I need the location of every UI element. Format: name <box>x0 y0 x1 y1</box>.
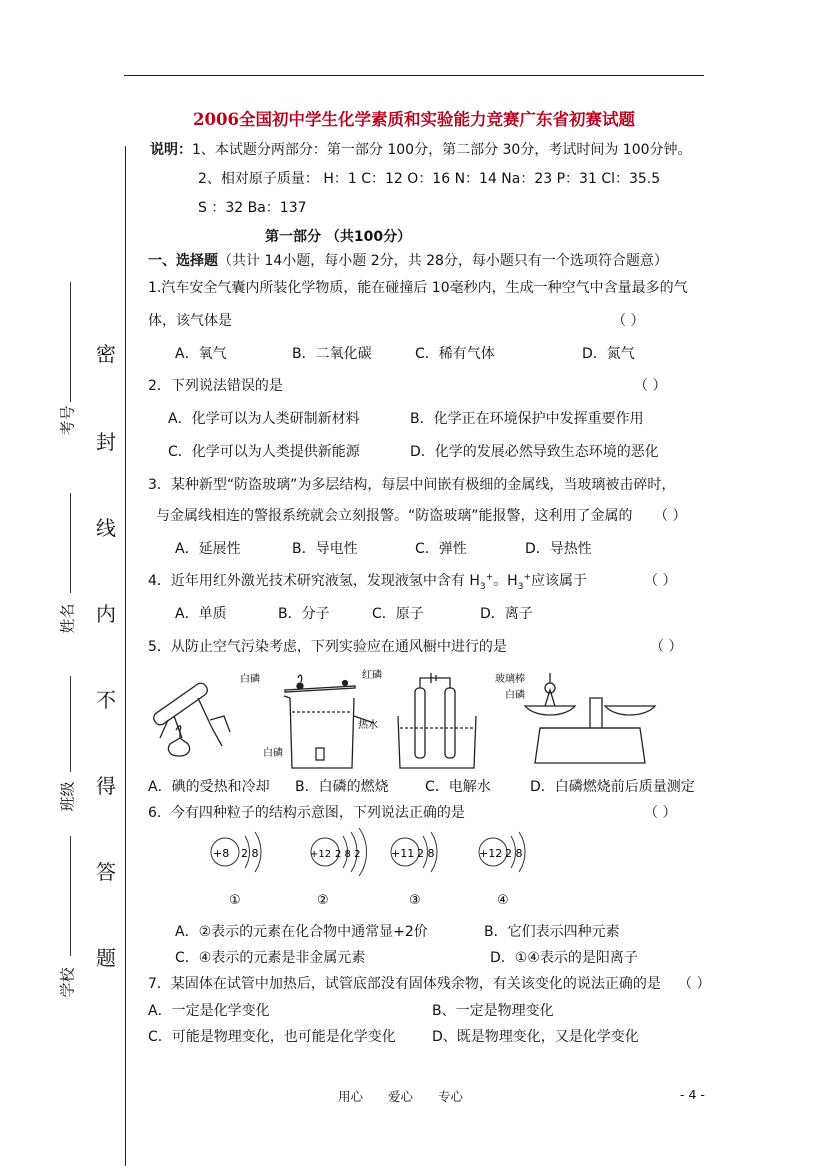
answer-paren[interactable]: （ ） <box>644 805 677 821</box>
option-d[interactable]: D．离子 <box>480 606 533 622</box>
q5-stem: 5．从防止空气污染考虑，下列实验应在通风橱中进行的是 <box>148 639 507 655</box>
option-d[interactable]: D．化学的发展必然导致生态环境的恶化 <box>410 444 659 460</box>
footer-motto-1: 用心 <box>338 1089 364 1104</box>
school-line[interactable] <box>70 836 71 956</box>
atom-3-shells: 2 8 <box>417 847 435 860</box>
notes-line1: 说明：1、本试题分两部分：第一部分 100分，第二部分 30分，考试时间为 100分钟。 <box>150 142 692 158</box>
red-phosphorus-label: 红磷 <box>362 670 382 681</box>
exam-number-label: 考号 <box>58 405 77 436</box>
option-a[interactable]: A．氧气 <box>175 346 227 362</box>
option-a[interactable]: A．单质 <box>175 606 227 622</box>
q7-stem: 7．某固体在试管中加热后，试管底部没有固体残余物，有关该变化的说法正确的是 <box>148 976 661 992</box>
atom-1-shells: 2 8 <box>241 847 259 860</box>
q1-stem-2: 体，该气体是 <box>148 313 232 329</box>
q5-apparatus-figure <box>140 668 720 773</box>
atom-4-shells: 2 8 <box>505 847 523 860</box>
top-rule <box>124 75 704 76</box>
atom-1-marker: ① <box>229 893 241 908</box>
option-c[interactable]: C．弹性 <box>415 541 467 557</box>
answer-paren[interactable]: （ ） <box>612 313 645 329</box>
option-c[interactable]: C．可能是物理变化，也可能是化学变化 <box>148 1029 396 1045</box>
school-label: 学校 <box>58 967 77 998</box>
exam-title: 2006全国初中学生化学素质和实验能力竞赛广东省初赛试题 <box>193 110 635 129</box>
option-c[interactable]: C．化学可以为人类提供新能源 <box>168 444 360 460</box>
seal-char: 得 <box>96 774 116 798</box>
option-d[interactable]: D．白磷燃烧前后质量测定 <box>530 779 695 795</box>
electrolysis-apparatus <box>398 673 476 768</box>
notes-line3: S ：32 Ba：137 <box>198 200 307 216</box>
name-label: 姓名 <box>58 603 77 634</box>
section1-heading: 一、选择题（共计 14小题，每小题 2分，共 28分，每小题只有一个选项符合题意） <box>148 253 668 269</box>
seal-char: 封 <box>96 430 116 454</box>
atom-2-shells: 2 8 2 <box>335 849 361 860</box>
atom-2-marker: ② <box>317 893 329 908</box>
atom-structure-diagrams <box>195 822 555 912</box>
part1-heading: 第一部分 （共100分） <box>265 229 412 245</box>
atom-4-nucleus: +12 <box>479 847 503 860</box>
option-d[interactable]: D、既是物理变化，又是化学变化 <box>432 1029 639 1045</box>
white-phosphorus-label-2: 白磷 <box>263 748 283 759</box>
option-a[interactable]: A．一定是化学变化 <box>148 1003 270 1019</box>
seal-char: 内 <box>96 602 116 626</box>
glass-rod-label: 玻璃棒 <box>495 674 525 685</box>
option-d[interactable]: D．氮气 <box>582 346 635 362</box>
q1-stem: 1.汽车安全气囊内所装化学物质，能在碰撞后 10毫秒内，生成一种空气中含量最多的气 <box>148 280 688 296</box>
atom-3-marker: ③ <box>409 893 421 908</box>
atom-2-nucleus: +12 <box>310 849 332 860</box>
q3-stem-2: 与金属线相连的警报系统就会立刻报警。“防盗玻璃”能报警，这利用了金属的 <box>156 508 633 524</box>
option-b[interactable]: B．二氧化碳 <box>292 346 372 362</box>
page-number: - 4 - <box>680 1087 705 1102</box>
q3-stem: 3．某种新型“防盗玻璃”为多层结构，每层中间嵌有极细的金属线，当玻璃被击碎时， <box>148 477 676 493</box>
white-phosphorus-label: 白磷 <box>240 674 260 685</box>
answer-paren[interactable]: （ ） <box>634 378 667 394</box>
answer-paren[interactable]: （ ） <box>650 639 683 655</box>
notes-line2: 2、相对原子质量： H：1 C：12 O：16 N：14 Na：23 P：31 Cl：35.5 <box>198 171 661 187</box>
option-a[interactable]: A．延展性 <box>175 541 241 557</box>
option-b[interactable]: B．化学正在环境保护中发挥重要作用 <box>410 411 644 427</box>
iodine-heating-apparatus <box>151 681 230 756</box>
option-a[interactable]: A．②表示的元素在化合物中通常显+2价 <box>175 924 428 940</box>
option-d[interactable]: D．①④表示的是阳离子 <box>490 950 638 966</box>
q2-stem: 2．下列说法错误的是 <box>148 378 283 394</box>
seal-char: 题 <box>96 946 116 970</box>
balance-apparatus <box>525 673 655 763</box>
option-b[interactable]: B．它们表示四种元素 <box>484 924 620 940</box>
class-line[interactable] <box>70 676 71 772</box>
answer-paren[interactable]: （ ） <box>678 976 711 992</box>
option-b[interactable]: B、一定是物理变化 <box>432 1003 554 1019</box>
atom-3-nucleus: +11 <box>391 847 415 860</box>
option-c[interactable]: C．稀有气体 <box>415 346 495 362</box>
option-c[interactable]: C．电解水 <box>425 779 491 795</box>
answer-paren[interactable]: （ ） <box>654 508 687 524</box>
option-b[interactable]: B．导电性 <box>292 541 358 557</box>
name-line[interactable] <box>70 493 71 593</box>
option-c[interactable]: C．④表示的元素是非金属元素 <box>175 950 366 966</box>
binding-margin-line <box>125 146 126 1166</box>
seal-char: 线 <box>96 516 116 540</box>
option-a[interactable]: A．化学可以为人类研制新材料 <box>168 411 360 427</box>
option-b[interactable]: B．白磷的燃烧 <box>295 779 389 795</box>
class-label: 班级 <box>58 781 77 812</box>
exam-number-line[interactable] <box>70 282 71 402</box>
seal-char: 密 <box>96 342 116 366</box>
white-phosphorus-label-3: 白磷 <box>505 690 525 701</box>
option-d[interactable]: D．导热性 <box>525 541 592 557</box>
option-b[interactable]: B．分子 <box>278 606 330 622</box>
atom-1-nucleus: +8 <box>213 847 230 860</box>
option-c[interactable]: C．原子 <box>372 606 424 622</box>
q4-stem: 4．近年用红外激光技术研究液氢，发现液氢中含有 $H_3^+$。$H_3^+$应该属于 <box>148 572 587 592</box>
option-a[interactable]: A．碘的受热和冷却 <box>148 779 270 795</box>
seal-char: 答 <box>96 860 116 884</box>
q6-stem: 6．今有四种粒子的结构示意图，下列说法正确的是 <box>148 805 465 821</box>
seal-char: 不 <box>96 688 116 712</box>
footer-motto-3: 专心 <box>438 1089 464 1104</box>
hot-water-label: 热水 <box>358 720 378 731</box>
atom-4-marker: ④ <box>497 893 509 908</box>
answer-paren[interactable]: （ ） <box>644 573 677 589</box>
footer-motto-2: 爱心 <box>388 1089 414 1104</box>
